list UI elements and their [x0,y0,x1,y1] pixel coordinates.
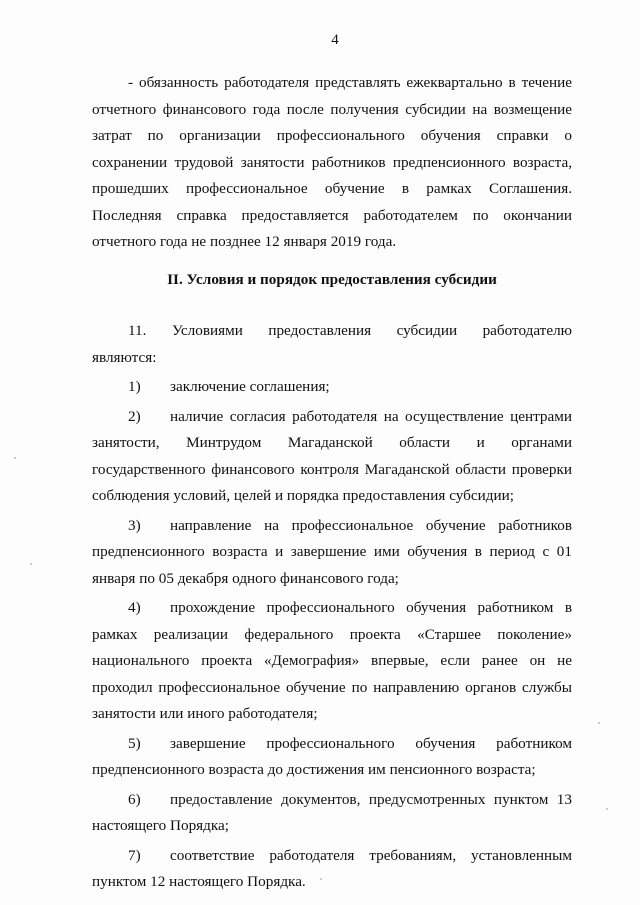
list-item-number: 11. [128,322,147,339]
list-item-text: направление на профессиональное обучение работников предпенсионного возраста и завершение ими обучения в период с 01 января по 05 декабря одного финансового года; [92,516,572,587]
list-item-text: Условиями предоставления субсидии работодателю являются: [92,322,572,366]
list-item-number: 2) [128,407,141,425]
list-item-text: предоставление документов, предусмотренных пунктом 13 настоящего Порядка; [92,790,572,834]
list-item [92,787,572,840]
scan-speck [598,722,600,724]
list-item [92,404,572,510]
list-item-text: заключение соглашения; [170,378,330,395]
page-number: 4 [331,32,339,48]
list-item-main [92,318,572,371]
scan-speck [14,457,16,459]
intro-paragraph-block [92,70,572,256]
list-item [92,595,572,728]
list-item-number: 1) [128,378,141,395]
intro-paragraph: - обязанность работодателя представлять ежеквартально в течение отчетного финансового года после получения субсидии на возмещение затрат по организации профессионального обучения справки о сохранении трудовой занятости работников предпенсионного возраста, прошедших профессиональное обучение в рамках Соглашения. Последняя справка предоставляется работодателем по окончании отчетного года не позднее 12 января 2019 года. [92,74,572,250]
list-item-number: 7) [128,846,141,864]
list-item-text: соответствие работодателя требованиям, установленным пунктом 12 настоящего Порядка. [92,846,572,890]
list-item [92,513,572,593]
list-item [92,374,572,401]
section-heading: II. Условия и порядок предоставления субсидии [167,271,497,288]
list-item-text: прохождение профессионального обучения работником в рамках реализации федерального проекта «Старшее поколение» национального проекта «Демография» впервые, если ранее он не проходил профессиональное обучение по направлению органов службы занятости или иного работодателя; [92,599,572,722]
list-item-number: 3) [128,516,141,534]
list-item-text: завершение профессионального обучения работником предпенсионного возраста до достижения им пенсионного возраста; [92,734,572,778]
list-item-number: 4) [128,599,141,616]
list-item-text: наличие согласия работодателя на осуществление центрами занятости, Минтрудом Магаданской области и органами государственного финансового контроля Магаданской области проверки соблюдения условий, целей и порядка предоставления субсидии; [92,407,572,504]
list-item-number: 5) [128,734,141,752]
list-item [92,731,572,784]
list-item-number: 6) [128,790,141,808]
scan-speck [606,808,608,810]
scan-speck [320,878,322,880]
conditions-list [92,318,572,899]
list-item [92,843,572,896]
scan-speck [30,563,32,565]
